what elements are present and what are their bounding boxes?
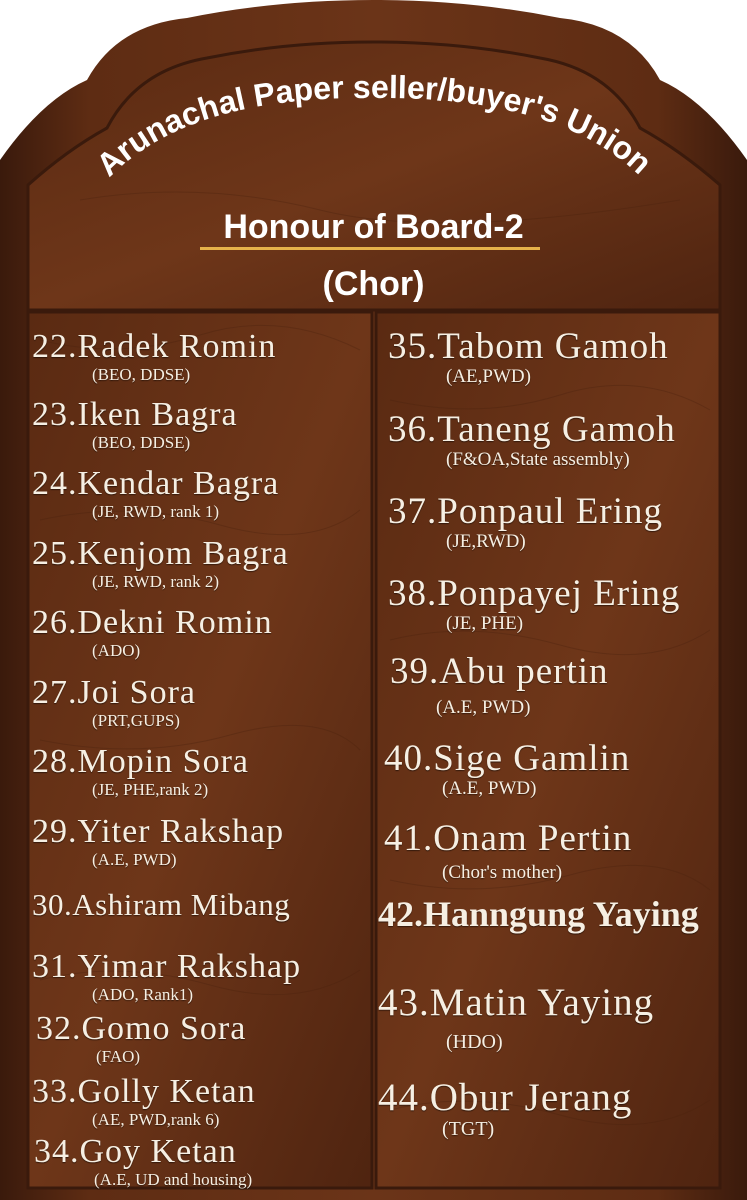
member-detail: (FAO) [96,1047,141,1066]
member-detail: (BEO, DDSE) [92,365,191,384]
member-detail: (JE, PHE,rank 2) [92,780,209,799]
member-name: 39.Abu pertin [390,651,609,692]
member-detail: (F&OA,State assembly) [446,449,630,470]
list-item [388,575,680,633]
member-detail: (PRT,GUPS) [92,711,180,730]
member-detail: (JE, PHE) [446,613,524,634]
member-detail: (BEO, DDSE) [92,433,191,452]
member-name: 36.Taneng Gamoh [388,409,676,450]
list-item [378,896,699,932]
member-name: 42.Hanngung Yaying [378,894,699,934]
list-item [32,330,276,383]
member-detail: (A.E, PWD) [436,697,531,718]
member-name: 43.Matin Yaying [378,981,655,1024]
list-item [378,1078,632,1139]
list-item [36,1012,246,1065]
member-name: 31.Yimar Rakshap [32,948,302,985]
list-item [388,411,676,469]
member-detail: (AE, PWD,rank 6) [92,1110,220,1129]
member-detail: (JE, RWD, rank 2) [92,572,220,591]
member-name: 30.Ashiram Mibang [32,887,291,922]
member-name: 28.Mopin Sora [32,743,249,780]
union-title: Arunachal Paper seller/buyer's Union [89,68,659,183]
svg-text:Arunachal Paper seller/buyer's [89,69,659,183]
member-detail: (JE, RWD, rank 1) [92,502,220,521]
list-item [388,493,663,551]
member-detail: (A.E, PWD) [442,778,537,799]
member-name: 35.Tabom Gamoh [388,326,669,367]
union-title-arc [0,0,747,300]
member-name: 33.Golly Ketan [32,1073,256,1110]
member-detail: (JE,RWD) [446,531,526,552]
list-item [32,950,301,1003]
member-name: 32.Gomo Sora [36,1010,247,1047]
member-name: 26.Dekni Romin [32,604,273,641]
member-detail: (A.E, PWD) [92,850,177,869]
member-name: 40.Sige Gamlin [384,738,631,779]
list-item [34,1135,252,1188]
member-detail: (A.E, UD and housing) [94,1170,253,1189]
member-detail: (HDO) [446,1031,503,1053]
member-detail: (ADO, Rank1) [92,985,194,1004]
list-item [32,606,273,659]
member-detail: (TGT) [442,1118,495,1140]
member-detail: (AE,PWD) [446,366,531,387]
list-item [32,889,290,920]
member-name: 23.Iken Bagra [32,396,238,433]
list-item [378,983,654,1052]
list-item [384,740,630,798]
list-item [384,820,632,882]
list-item [390,653,609,717]
member-name: 38.Ponpayej Ering [388,573,681,614]
list-item [32,676,196,729]
member-name: 44.Obur Jerang [378,1076,633,1119]
member-name: 37.Ponpaul Ering [388,491,663,532]
list-item [32,467,279,520]
member-name: 41.Onam Pertin [384,818,633,859]
member-name: 27.Joi Sora [32,674,196,711]
list-item [388,328,669,386]
list-item [32,1075,256,1128]
list-item [32,398,238,451]
list-item [32,815,284,868]
member-detail: (Chor's mother) [442,862,563,883]
member-name: 29.Yiter Rakshap [32,813,285,850]
list-item [32,745,249,798]
list-item [32,537,289,590]
board-subtitle: (Chor) [322,265,425,303]
member-detail: (ADO) [92,641,141,660]
member-name: 25.Kenjom Bagra [32,535,289,572]
member-name: 34.Goy Ketan [34,1133,237,1170]
honour-title: Honour of Board-2 [223,208,524,246]
member-name: 22.Radek Romin [32,328,277,365]
member-name: 24.Kendar Bagra [32,465,280,502]
